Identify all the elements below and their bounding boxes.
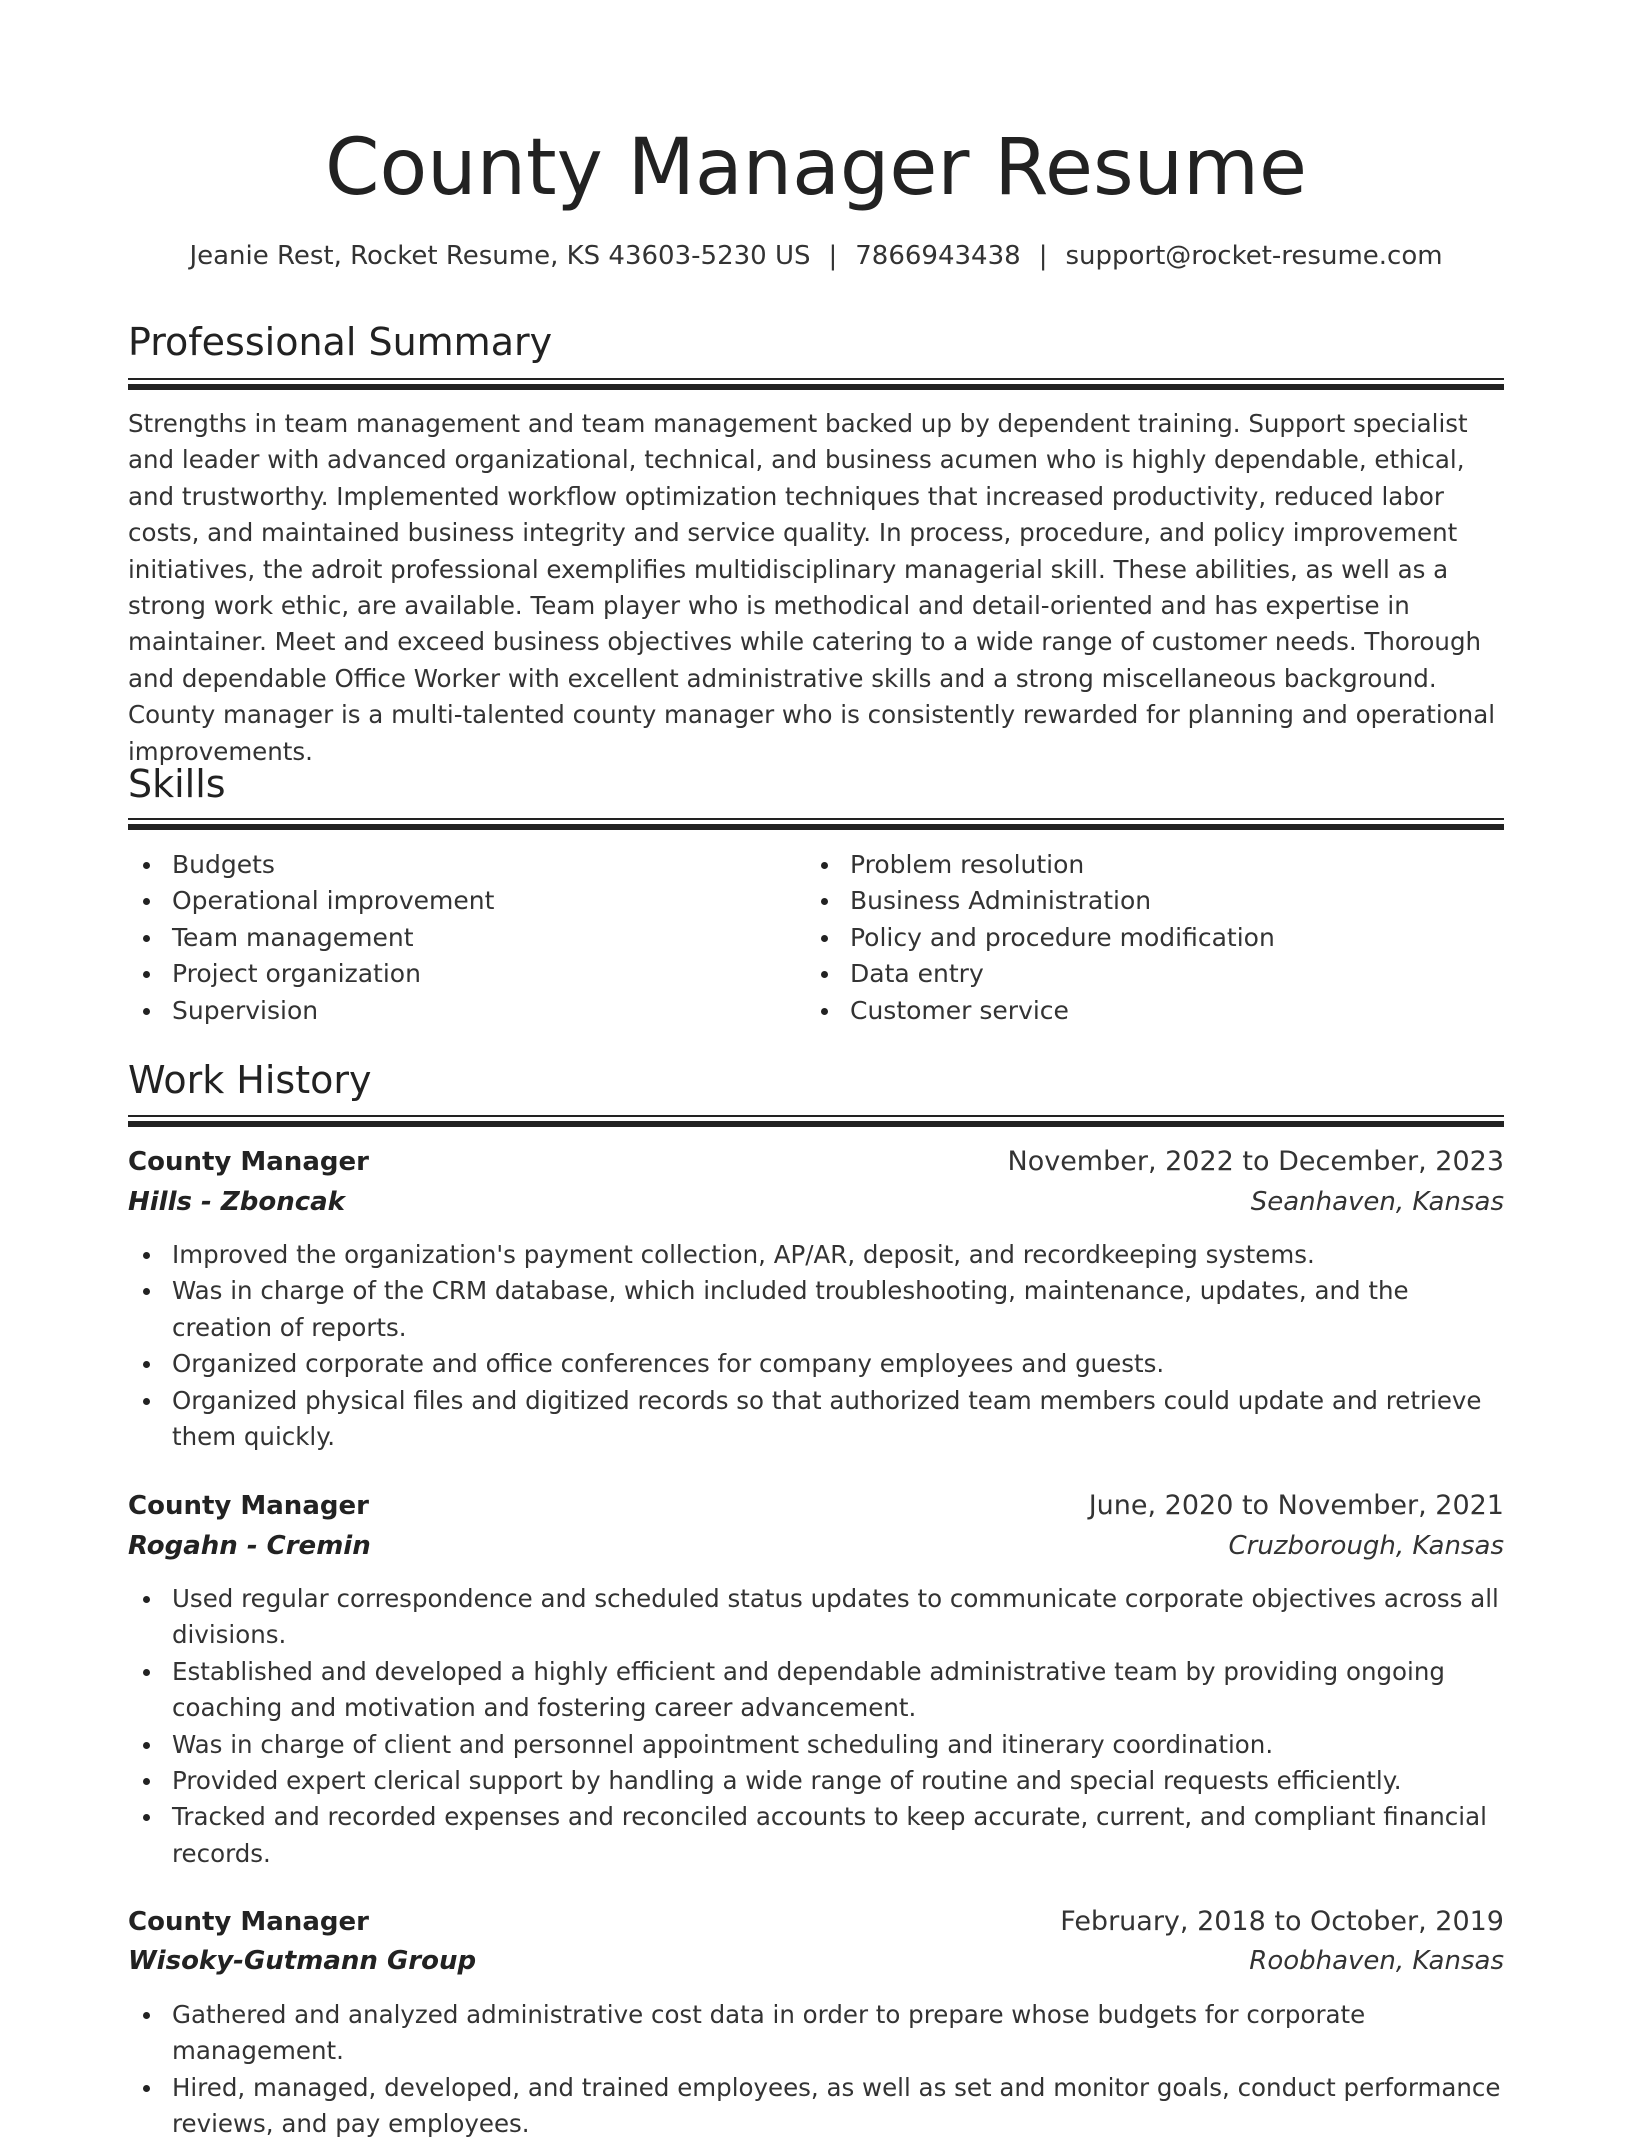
skill-item: Policy and procedure modification: [806, 920, 1426, 956]
skill-item: Problem resolution: [806, 847, 1426, 883]
section-heading-summary: Professional Summary: [128, 320, 553, 364]
summary-text: Strengths in team management and team management backed up by dependent training. Support specialist and leader with advanced organizational, technical, and business acumen who is highly dependable, ethical, and trustworthy. Implemented workflow optimization techniques that increased productivity, reduced labor costs, and maintained business integrity and service quality. In process, procedure, and policy improvement initiatives, the adroit professional exemplifies multidisciplinary managerial skill. These abilities, as well as a strong work ethic, are available. Team player who is methodical and detail-oriented and has expertise in maintainer. Meet and exceed business objectives while catering to a wide range of customer needs. Thorough and dependable Office Worker with excellent administrative skills and a strong miscellaneous background. County manager is a multi-talented county manager who is consistently rewarded for planning and operational improvements.: [128, 409, 1496, 766]
job-bullet: Was in charge of client and personnel appointment scheduling and itinerary coordination.: [128, 1727, 1504, 1763]
skill-item: Project organization: [128, 956, 748, 992]
job-bullets: [128, 1237, 1504, 1455]
job-company: Rogahn - Cremin: [128, 1531, 371, 1561]
contact-phone: 7866943438: [855, 241, 1021, 271]
skills-list-left: [128, 847, 748, 1029]
skill-item: Customer service: [806, 993, 1426, 1029]
job-bullet: Improved the organization's payment collection, AP/AR, deposit, and recordkeeping systems.: [128, 1237, 1504, 1273]
section-divider: [128, 818, 1504, 830]
section-divider: [128, 1115, 1504, 1127]
section-heading-skills: Skills: [128, 762, 226, 806]
skill-item: Business Administration: [806, 883, 1426, 919]
job-location: Roobhaven, Kansas: [1249, 1946, 1504, 1976]
skill-item: Operational improvement: [128, 883, 748, 919]
contact-separator: |: [1038, 241, 1048, 271]
job-dates: February, 2018 to October, 2019: [1060, 1906, 1504, 1937]
job-bullets: [128, 1581, 1504, 1872]
job-location: Seanhaven, Kansas: [1250, 1187, 1504, 1217]
skills-list-right: [806, 847, 1426, 1029]
skill-item: Supervision: [128, 993, 748, 1029]
job-bullet: Was in charge of the CRM database, which included troubleshooting, maintenance, updates, and the creation of reports.: [128, 1273, 1504, 1346]
job-bullet: Gathered and analyzed administrative cost data in order to prepare whose budgets for corporate management.: [128, 1997, 1504, 2070]
job-dates: November, 2022 to December, 2023: [1007, 1146, 1504, 1177]
job-bullet: Tracked and recorded expenses and reconciled accounts to keep accurate, current, and compliant financial records.: [128, 1799, 1504, 1872]
section-heading-work: Work History: [128, 1058, 372, 1102]
job-company: Hills - Zboncak: [128, 1187, 345, 1217]
contact-address: Jeanie Rest, Rocket Resume, KS 43603-5230 US: [189, 241, 811, 271]
job-bullet: Organized corporate and office conferences for company employees and guests.: [128, 1346, 1504, 1382]
skill-item: Data entry: [806, 956, 1426, 992]
job-bullet: Organized physical files and digitized records so that authorized team members could update and retrieve them quickly.: [128, 1383, 1504, 1456]
job-title: County Manager: [128, 1147, 369, 1177]
job-bullet: Established and developed a highly efficient and dependable administrative team by providing ongoing coaching and motivation and fostering career advancement.: [128, 1654, 1504, 1727]
skill-item: Budgets: [128, 847, 748, 883]
job-title: County Manager: [128, 1491, 369, 1521]
contact-line: [0, 238, 1632, 274]
job-company: Wisoky-Gutmann Group: [128, 1946, 477, 1976]
section-divider: [128, 378, 1504, 390]
job-bullet: Used regular correspondence and scheduled status updates to communicate corporate objectives across all divisions.: [128, 1581, 1504, 1654]
job-bullet: Provided expert clerical support by handling a wide range of routine and special requests efficiently.: [128, 1763, 1504, 1799]
job-location: Cruzborough, Kansas: [1228, 1531, 1504, 1561]
contact-separator: |: [828, 241, 838, 271]
skill-item: Team management: [128, 920, 748, 956]
job-title: County Manager: [128, 1907, 369, 1937]
job-dates: June, 2020 to November, 2021: [1088, 1490, 1504, 1521]
page-title: County Manager Resume: [324, 123, 1307, 213]
job-bullets: [128, 1997, 1504, 2143]
job-bullet: Hired, managed, developed, and trained employees, as well as set and monitor goals, conduct performance reviews, and pay employees.: [128, 2070, 1504, 2143]
contact-email[interactable]: support@rocket-resume.com: [1065, 241, 1443, 271]
